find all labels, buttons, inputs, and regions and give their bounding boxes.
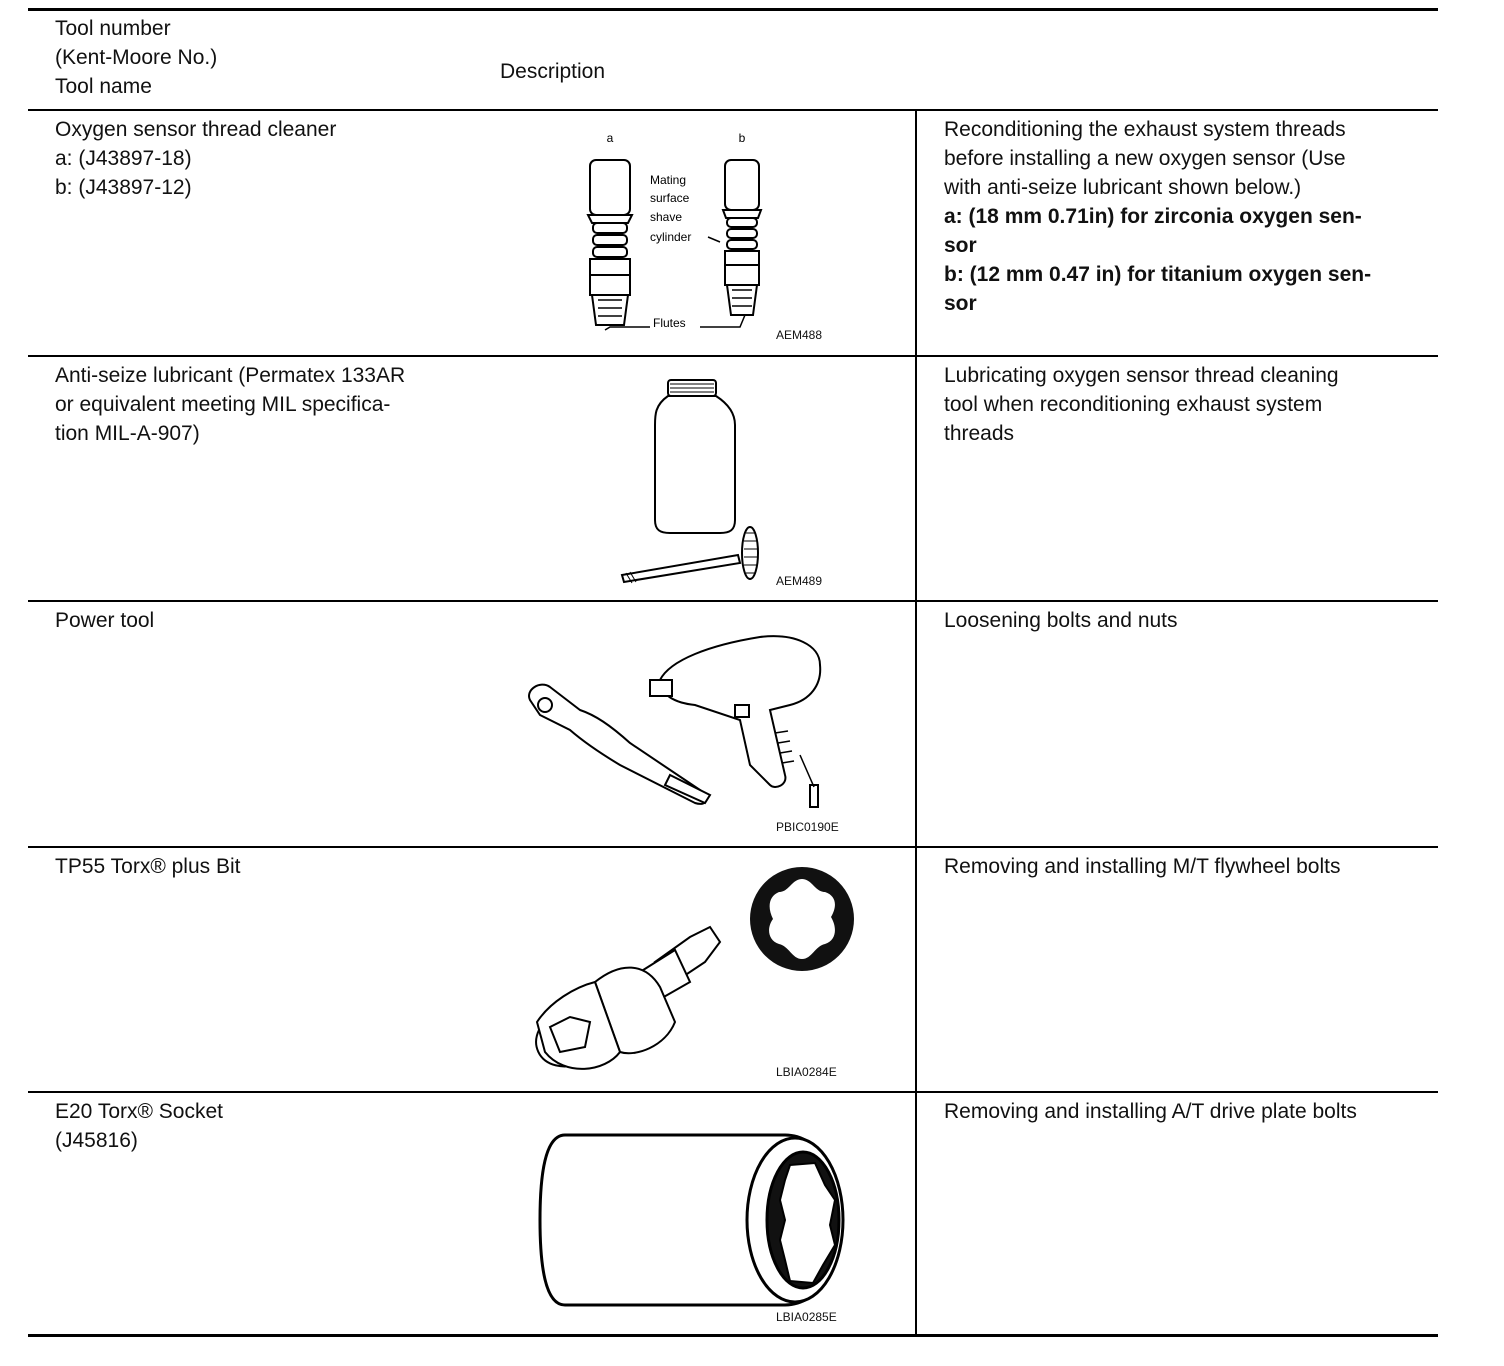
thread-cleaner-figure: [560, 120, 860, 345]
figure-callout: Mating: [650, 173, 687, 187]
figure-label-a: a: [606, 131, 614, 145]
figure-code: LBIA0284E: [776, 1065, 837, 1079]
row-description: Removing and installing A/T drive plate bolts: [944, 1100, 1357, 1123]
header-tool-column: Tool number (Kent-Moore No.) Tool name: [55, 17, 218, 98]
row-divider: [28, 846, 1438, 848]
header-description: Description: [500, 60, 606, 83]
column-divider: [915, 110, 917, 1335]
table-top-rule: [28, 8, 1438, 11]
row-tool-name: TP55 Torx® plus Bit: [55, 855, 241, 878]
row-tool-name: Anti-seize lubricant (Permatex 133AR or equivalent meeting MIL specifica- tion MIL-A-907): [55, 364, 406, 445]
row-tool-name: E20 Torx® Socket (J45816): [55, 1100, 223, 1152]
row-tool-name: Oxygen sensor thread cleaner a: (J43897-18) b: (J43897-12): [55, 118, 337, 199]
figure-callout: shave: [650, 210, 683, 224]
row-divider: [28, 600, 1438, 602]
figure-code: AEM489: [776, 574, 823, 588]
table-bottom-rule: [28, 1334, 1438, 1337]
figure-callout: cylinder: [650, 230, 692, 244]
row-description: Lubricating oxygen sensor thread cleaning tool when reconditioning exhaust system threads: [944, 364, 1339, 445]
figure-callout: surface: [650, 191, 690, 205]
row-description: Removing and installing M/T flywheel bolts: [944, 855, 1341, 878]
figure-code: LBIA0285E: [776, 1310, 837, 1324]
row-description: Loosening bolts and nuts: [944, 609, 1178, 632]
lubricant-bottle-figure: [610, 375, 780, 590]
row-tool-name: Power tool: [55, 609, 155, 632]
row-description-note-b: b: (12 mm 0.47 in) for titanium oxygen sen- sor: [944, 263, 1372, 315]
row-divider: [28, 355, 1438, 357]
torx-socket-figure: [535, 1125, 860, 1315]
figure-callout-flutes: Flutes: [653, 316, 686, 330]
row-description-note-a: a: (18 mm 0.71in) for zirconia oxygen sen- sor: [944, 205, 1362, 257]
torx-plus-bit-figure: [525, 862, 860, 1072]
row-description: Reconditioning the exhaust system threads before installing a new oxygen sensor (Use with anti-seize lubricant shown below.): [944, 118, 1346, 199]
figure-code: PBIC0190E: [776, 820, 839, 834]
figure-code: AEM488: [776, 328, 823, 342]
header-bottom-rule: [28, 109, 1438, 111]
row-divider: [28, 1091, 1438, 1093]
figure-label-b: b: [738, 131, 746, 145]
power-tools-figure: [520, 625, 840, 815]
